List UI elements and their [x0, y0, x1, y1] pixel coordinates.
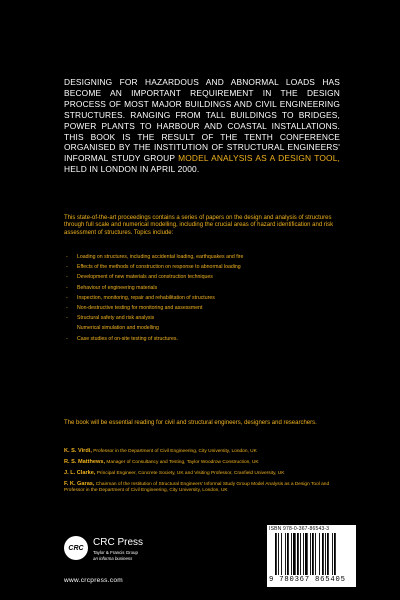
topic-item: - Structural safety and risk analysis: [64, 313, 340, 323]
topics-list: [64, 252, 340, 344]
editors-list: [64, 448, 340, 498]
topic-item: - Inspection, monitoring, repair and rehabilitation of structures: [64, 293, 340, 303]
editor-entry: [64, 481, 340, 494]
book-description: This state-of-the-art proceedings contains a series of papers on the design and analysis of structures through full scale and numerical modelling, including the crucial areas of hazard identification and risk assessment of structures. Topics include:: [64, 215, 334, 236]
editor-entry: [64, 459, 340, 466]
publisher-group: Taylor & Francis Group: [93, 550, 138, 555]
crc-logo-icon: CRC: [64, 536, 88, 560]
editor-name: K. S. Virdi,: [64, 448, 92, 454]
topic-item: - Behaviour of engineering materials: [64, 283, 340, 293]
blurb-main: DESIGNING FOR HAZARDOUS AND ABNORMAL LOADS HAS BECOME AN IMPORTANT REQUIREMENT IN THE DESIGN PROCESS OF MOST MAJOR BUILDINGS AND CIVIL ENGINEERING STRUCTURES. RANGING FROM TALL BUILDINGS TO BRIDGES, POWER PLANTS TO HARBOUR AND COASTAL INSTALLATIONS. THIS BOOK IS THE RESULT OF THE TENTH CONFERENCE ORGANISED BY THE INSTITUTION OF STRUCTURAL ENGINEERS' INFORMAL STUDY GROUP: [64, 77, 340, 164]
editor-name: F. K. Garas,: [64, 481, 95, 487]
topic-item: - Non-destructive testing for monitoring and assessment: [64, 303, 340, 313]
publisher-website: www.crcpress.com: [64, 577, 123, 584]
isbn-label: ISBN 978-0-367-86543-3: [269, 526, 330, 532]
audience-statement: The book will be essential reading for civil and structural engineers, designers and researchers.: [64, 420, 317, 426]
editor-name: J. L. Clarke,: [64, 470, 96, 476]
editor-role: Principal Engineer, Concrete Society, UK and Visiting Professor, Cranfield University, UK: [95, 471, 285, 476]
blurb-tail: HELD IN LONDON IN APRIL 2000.: [64, 164, 200, 175]
editor-role: Professor in the Department of Civil Engineering, City University, London, UK: [91, 449, 257, 454]
editor-role: Chairman of the Institution of Structural Engineers' Informal Study Group Model Analysis as a Design Tool and Professor in the Department of Civil Engineering, City University, London, UK: [64, 482, 330, 493]
blurb-highlight: MODEL ANALYSIS AS A DESIGN TOOL,: [178, 153, 340, 164]
topic-item: - Case studies of on-site testing of structures.: [64, 334, 340, 344]
publisher-tagline: an informa business: [93, 556, 133, 561]
topic-item: - Development of new materials and construction techniques: [64, 272, 340, 282]
cover-blurb: [64, 77, 340, 175]
topic-item: - Loading on structures, including accidental loading, earthquakes and fire: [64, 252, 340, 262]
topic-item: - Effects of the methods of construction on response to abnormal loading: [64, 262, 340, 272]
editor-name: R. S. Matthews,: [64, 459, 106, 465]
editor-role: Manager of Consultancy and Testing, Taylor Woodrow Construction, UK: [105, 460, 259, 465]
barcode-icon: [275, 533, 353, 575]
publisher-name: CRC Press: [93, 537, 144, 548]
isbn-barcode: [267, 525, 356, 587]
editor-entry: [64, 470, 340, 477]
barcode-number: 9 780367 865405: [269, 576, 346, 584]
topic-item: Numerical simulation and modelling: [77, 325, 159, 332]
editor-entry: [64, 448, 340, 455]
